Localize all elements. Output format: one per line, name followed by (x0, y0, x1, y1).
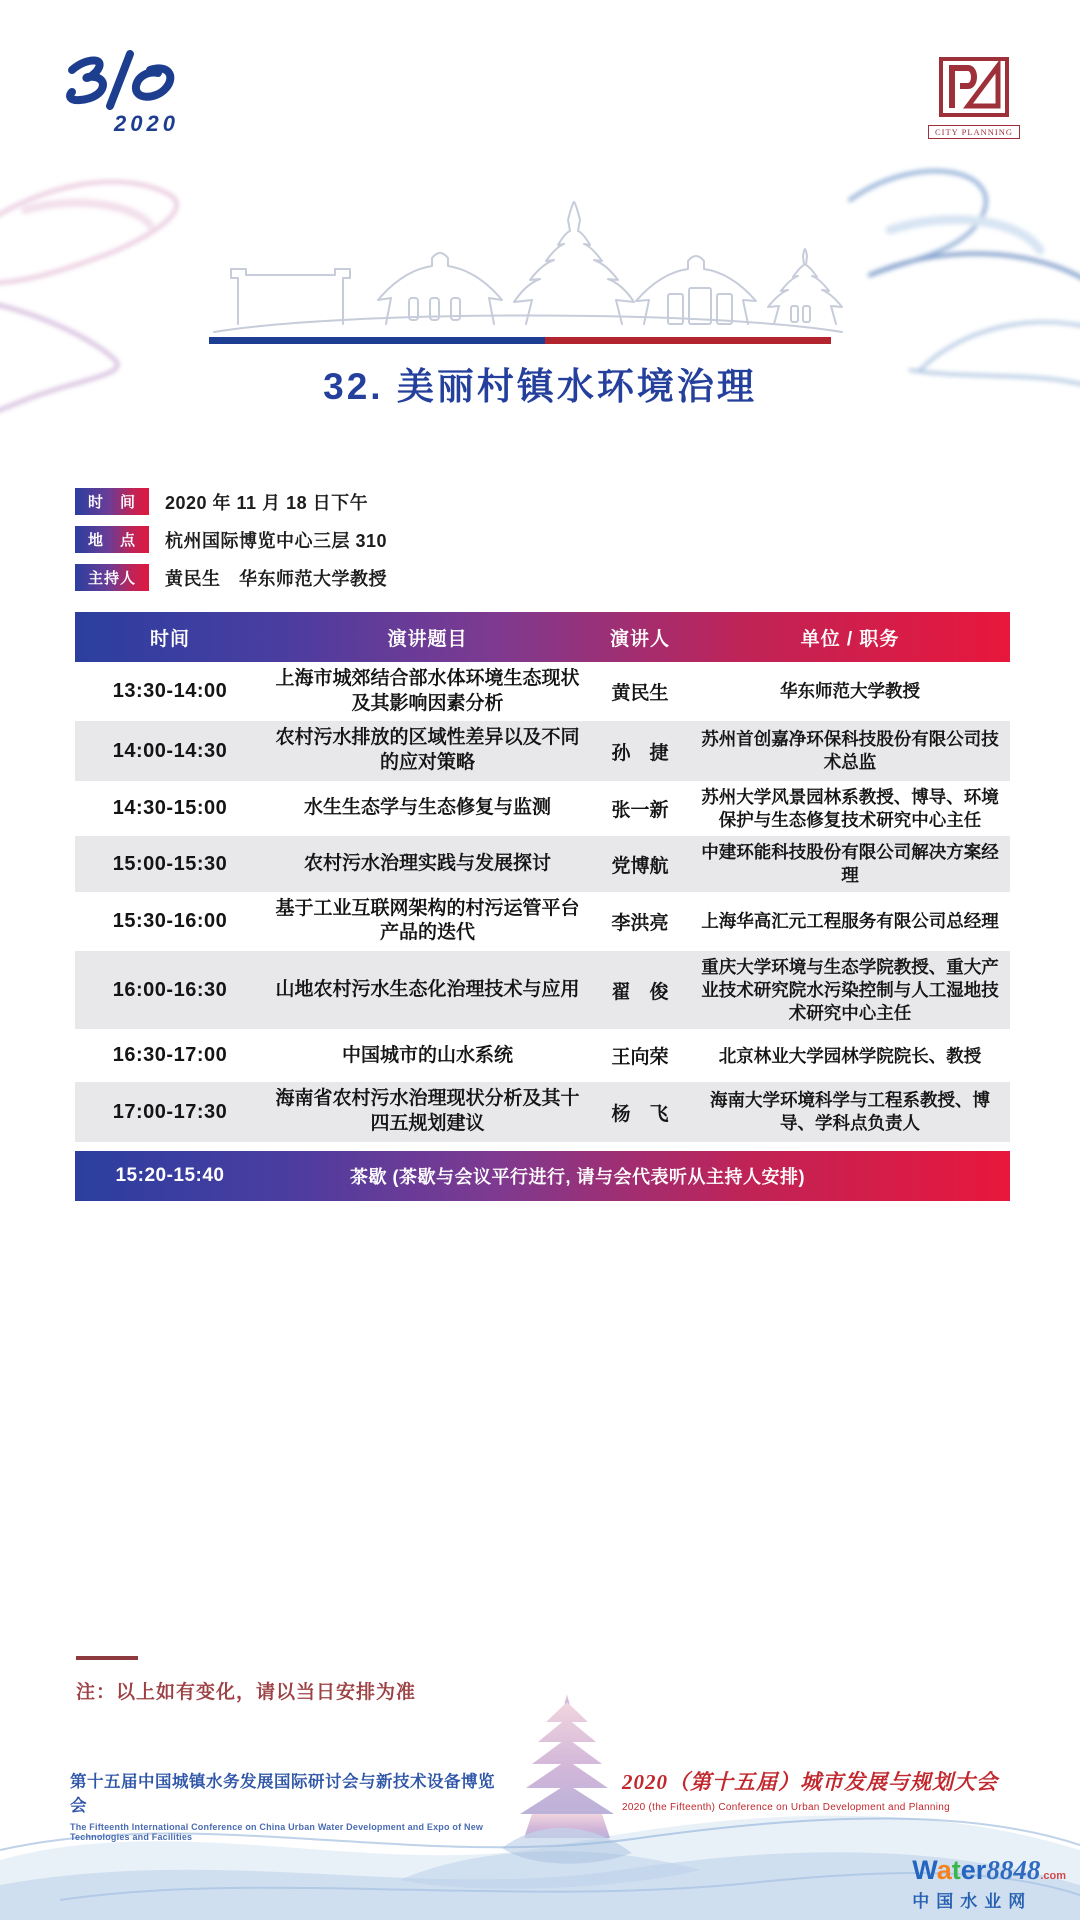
cell-org: 重庆大学环境与生态学院教授、重大产业技术研究院水污染控制与人工湿地技术研究中心主任 (701, 957, 999, 1023)
cell-speaker: 黄民生 (611, 683, 669, 705)
wm-number: 8848 (986, 1855, 1041, 1885)
cell-topic: 中国城市的山水系统 (341, 1044, 513, 1066)
city-planning-icon (938, 56, 1010, 118)
column-header: 单位 / 职务 (800, 628, 900, 650)
hangzhou-skyline-icon (208, 148, 848, 348)
schedule-header-row (75, 612, 1010, 662)
pagoda-watercolor-icon (492, 1688, 642, 1878)
info-row (75, 526, 875, 553)
column-header: 演讲题目 (387, 628, 468, 650)
watermark (912, 1857, 1066, 1912)
cell-org: 上海华高汇元工程服务有限公司总经理 (701, 911, 999, 932)
brush-310-icon (58, 48, 188, 120)
info-badge-label: 时 间 (75, 488, 149, 515)
cell-time: 15:00-15:30 (112, 852, 228, 875)
cell-topic: 基于工业互联网架构的村污运管平台产品的迭代 (275, 897, 580, 944)
note-block (76, 1656, 416, 1704)
cell-topic: 水生生态学与生态修复与监测 (303, 797, 551, 819)
info-row (75, 564, 875, 591)
divider-blue-segment (209, 337, 545, 344)
divider-red-segment (545, 337, 831, 344)
info-row (75, 488, 875, 515)
title-divider-line (209, 337, 831, 344)
wm-domain: .com (1040, 1870, 1066, 1882)
cell-time: 15:30-16:00 (112, 909, 228, 932)
cell-speaker: 李洪亮 (611, 912, 669, 934)
cell-topic: 农村污水治理实践与发展探讨 (303, 852, 551, 874)
cell-org: 苏州大学风景园林系教授、博导、环境保护与生态修复技术研究中心主任 (701, 786, 999, 830)
wm-letter: t (951, 1855, 961, 1885)
info-value: 杭州国际博览中心三层 310 (165, 530, 388, 551)
tea-break-text: 茶歇 (茶歇与会议平行进行, 请与会代表听从主持人安排) (350, 1166, 805, 1187)
schedule-row (75, 836, 1010, 892)
blue-smoke-decoration-icon (830, 140, 1080, 460)
note-text: 注：以上如有变化，请以当日安排为准 (76, 1682, 417, 1703)
wm-letter: W (912, 1855, 937, 1885)
footer-right-title: 2020（第十五届）城市发展与规划大会 (622, 1770, 998, 1794)
footer-left-title: 第十五届中国城镇水务发展国际研讨会与新技术设备博览会 (70, 1773, 495, 1815)
column-header: 时间 (149, 628, 190, 650)
cell-time: 16:00-16:30 (112, 978, 228, 1001)
cell-topic: 农村污水排放的区域性差异以及不同的应对策略 (275, 727, 580, 774)
cell-speaker: 张一新 (611, 800, 669, 821)
cell-org: 苏州首创嘉净环保科技股份有限公司技术总监 (701, 729, 999, 773)
cell-time: 14:30-15:00 (112, 797, 228, 819)
cell-topic: 上海市城郊结合部水体环境生态现状及其影响因素分析 (275, 668, 580, 714)
footer-right (622, 1766, 1022, 1813)
note-divider (76, 1656, 138, 1660)
schedule-row (75, 892, 1010, 951)
tea-break-time: 15:20-15:40 (115, 1164, 225, 1186)
tea-break-row (75, 1151, 1010, 1201)
cell-speaker: 翟 俊 (611, 981, 669, 1003)
cell-speaker: 杨 飞 (611, 1103, 669, 1125)
cell-org: 海南大学环境科学与工程系教授、博导、学科点负责人 (710, 1090, 990, 1134)
cell-speaker: 孙 捷 (611, 742, 669, 764)
cell-topic: 海南省农村污水治理现状分析及其十四五规划建议 (275, 1088, 580, 1135)
schedule-row (75, 721, 1010, 780)
wm-letter: er (960, 1855, 987, 1885)
watermark-brand (912, 1857, 1066, 1884)
schedule-row (75, 1082, 1010, 1141)
info-list (75, 488, 875, 602)
wm-letter: a (936, 1855, 952, 1885)
cell-org: 北京林业大学园林学院院长、教授 (718, 1045, 982, 1066)
cell-speaker: 王向荣 (611, 1047, 669, 1069)
info-value: 黄民生 华东师范大学教授 (165, 568, 387, 589)
info-value: 2020 年 11 月 18 日下午 (165, 492, 369, 513)
cell-topic: 山地农村污水生态化治理技术与应用 (275, 978, 580, 1000)
info-badge-label: 地 点 (75, 526, 149, 553)
cell-speaker: 党博航 (611, 855, 669, 877)
cell-org: 中建环能科技股份有限公司解决方案经理 (701, 842, 999, 885)
cell-org: 华东师范大学教授 (780, 681, 920, 702)
cell-time: 17:00-17:30 (112, 1100, 228, 1123)
cell-time: 16:30-17:00 (112, 1044, 228, 1067)
logo-year: 2020 (114, 111, 179, 136)
schedule-body (75, 662, 1010, 1142)
schedule-row (75, 951, 1010, 1029)
event-logo-310 (58, 48, 218, 137)
schedule-row (75, 1029, 1010, 1082)
watermark-caption: 中国水业网 (912, 1892, 1033, 1911)
schedule-table (75, 612, 1010, 1201)
cell-time: 13:30-14:00 (112, 680, 228, 703)
footer-left-subtitle: The Fifteenth International Conference on China Urban Water Development and Expo of New Technologies and Facilities (70, 1822, 484, 1842)
info-badge-label: 主持人 (75, 564, 149, 591)
footer-left (70, 1768, 505, 1842)
schedule-row (75, 662, 1010, 721)
cell-time: 14:00-14:30 (112, 739, 228, 762)
schedule-row (75, 781, 1010, 837)
page-title: 32. 美丽村镇水环境治理 (323, 366, 757, 407)
city-planning-logo (928, 56, 1020, 139)
footer-right-subtitle: 2020 (the Fifteenth) Conference on Urban Development and Planning (622, 1802, 951, 1813)
column-header: 演讲人 (609, 628, 670, 650)
logo-caption: CITY PLANNING (928, 125, 1020, 139)
